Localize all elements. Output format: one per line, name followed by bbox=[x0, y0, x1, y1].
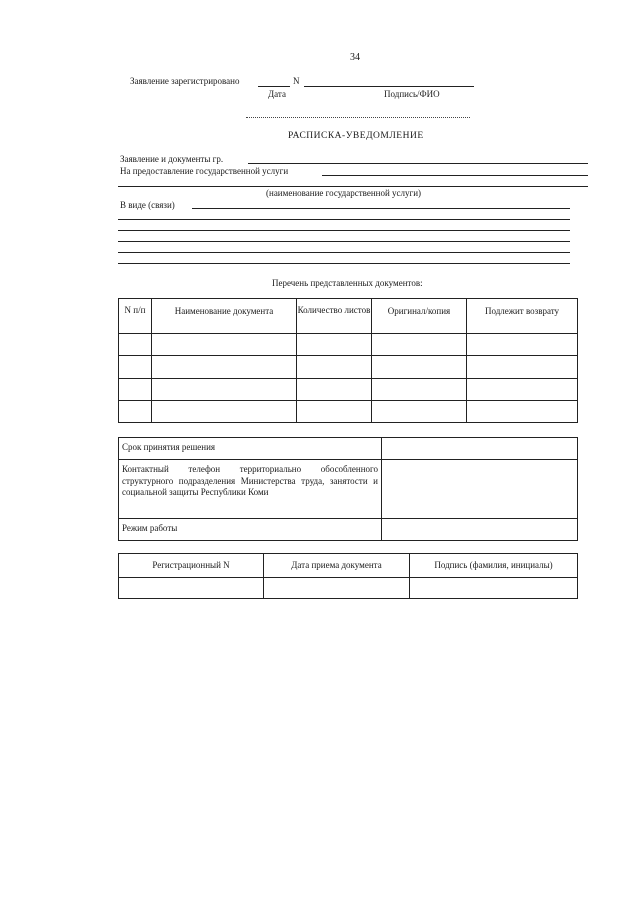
table-cell[interactable] bbox=[297, 334, 372, 356]
table-cell[interactable] bbox=[297, 356, 372, 379]
table-cell[interactable] bbox=[119, 334, 152, 356]
info-row-contact bbox=[119, 460, 578, 519]
blank-line-1 bbox=[118, 219, 570, 220]
table-cell[interactable] bbox=[119, 379, 152, 401]
table-cell[interactable] bbox=[467, 401, 578, 423]
table-cell[interactable] bbox=[152, 356, 297, 379]
registration-signature-line bbox=[304, 86, 474, 87]
info-table bbox=[118, 437, 578, 541]
table-cell[interactable] bbox=[372, 401, 467, 423]
decision-term-value[interactable] bbox=[382, 438, 578, 460]
table-cell[interactable] bbox=[152, 379, 297, 401]
header-sheet-count: Количество листов bbox=[297, 299, 372, 334]
table-cell[interactable] bbox=[372, 356, 467, 379]
table-cell[interactable] bbox=[467, 334, 578, 356]
table-cell[interactable] bbox=[297, 379, 372, 401]
signature-caption: Подпись/ФИО bbox=[384, 89, 440, 99]
header-number: N п/п bbox=[119, 299, 152, 334]
table-row bbox=[119, 578, 578, 599]
table-row bbox=[119, 356, 578, 379]
table-cell[interactable] bbox=[119, 578, 264, 599]
blank-line-4 bbox=[118, 252, 570, 253]
form-line bbox=[192, 208, 570, 209]
service-line-2 bbox=[118, 186, 588, 187]
table-cell[interactable] bbox=[410, 578, 578, 599]
table-cell[interactable] bbox=[372, 379, 467, 401]
table-cell[interactable] bbox=[467, 379, 578, 401]
table-cell[interactable] bbox=[119, 401, 152, 423]
documents-caption: Перечень представленных документов: bbox=[272, 278, 423, 288]
table-cell[interactable] bbox=[264, 578, 410, 599]
table-cell[interactable] bbox=[152, 401, 297, 423]
registration-label: Заявление зарегистрировано bbox=[130, 76, 240, 86]
header-signature: Подпись (фамилия, инициалы) bbox=[410, 554, 578, 578]
table-cell[interactable] bbox=[467, 356, 578, 379]
documents-header-row bbox=[119, 299, 578, 334]
decision-term-label: Срок принятия решения bbox=[119, 438, 382, 460]
header-receipt-date: Дата приема документа bbox=[264, 554, 410, 578]
applicant-label: Заявление и документы гр. bbox=[120, 154, 224, 164]
blank-line-5 bbox=[118, 263, 570, 264]
applicant-line bbox=[248, 163, 588, 164]
contact-phone-label: Контактный телефон территориально обособленного структурного подразделения Министерства труда, занятости и социальной защиты Республики Коми bbox=[119, 460, 382, 519]
service-label: На предоставление государственной услуги bbox=[120, 166, 289, 176]
receipt-header-row bbox=[119, 554, 578, 578]
date-caption: Дата bbox=[268, 89, 286, 99]
page-number: 34 bbox=[350, 52, 360, 63]
registration-date-line bbox=[258, 86, 290, 87]
header-return: Подлежит возврату bbox=[467, 299, 578, 334]
documents-table bbox=[118, 298, 578, 423]
header-registration-number: Регистрационный N bbox=[119, 554, 264, 578]
registration-number-sign: N bbox=[293, 76, 300, 86]
blank-line-2 bbox=[118, 230, 570, 231]
table-row bbox=[119, 401, 578, 423]
table-cell[interactable] bbox=[119, 356, 152, 379]
receipt-table bbox=[118, 553, 578, 599]
form-label: В виде (связи) bbox=[120, 200, 175, 210]
table-cell[interactable] bbox=[297, 401, 372, 423]
document-title: РАСПИСКА-УВЕДОМЛЕНИЕ bbox=[288, 131, 424, 141]
contact-phone-value[interactable] bbox=[382, 460, 578, 519]
table-cell[interactable] bbox=[152, 334, 297, 356]
info-row-decision bbox=[119, 438, 578, 460]
service-line bbox=[322, 175, 588, 176]
table-cell[interactable] bbox=[372, 334, 467, 356]
blank-line-3 bbox=[118, 241, 570, 242]
table-row bbox=[119, 334, 578, 356]
table-row bbox=[119, 379, 578, 401]
header-original-copy: Оригинал/копия bbox=[372, 299, 467, 334]
separator-line bbox=[246, 117, 470, 118]
work-mode-value[interactable] bbox=[382, 519, 578, 541]
header-document-name: Наименование документа bbox=[152, 299, 297, 334]
service-caption: (наименование государственной услуги) bbox=[266, 188, 422, 198]
info-row-work-mode bbox=[119, 519, 578, 541]
work-mode-label: Режим работы bbox=[119, 519, 382, 541]
